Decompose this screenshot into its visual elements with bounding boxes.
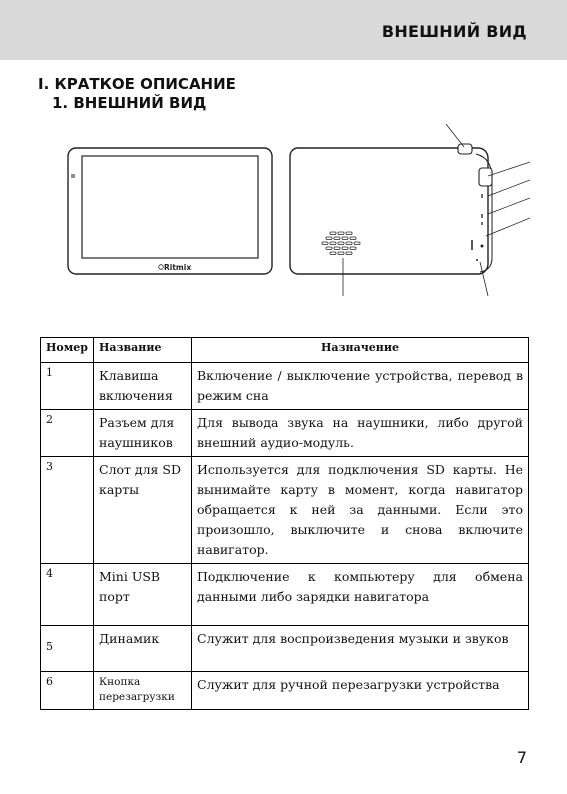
table-row <box>41 363 529 410</box>
row-name: Динамик <box>94 626 192 672</box>
device-front-view <box>68 148 272 274</box>
spec-table <box>40 337 529 710</box>
row-purpose: Служит для ручной перезагрузки устройства <box>192 672 529 710</box>
table-row <box>41 672 529 710</box>
table-row <box>41 564 529 626</box>
row-name: Разъем для наушников <box>94 410 192 457</box>
header-purpose: Назначение <box>192 338 529 363</box>
brand-logo <box>159 263 192 272</box>
row-number: 4 <box>41 564 94 626</box>
row-number: 2 <box>41 410 94 457</box>
row-number: 1 <box>41 363 94 410</box>
row-purpose: Используется для подключения SD карты. Не вынимайте карту в момент, когда навигатор обращается к ней за данными. Если это произошло, выключите и снова включите навигатор. <box>192 457 529 564</box>
row-purpose: Для вывода звука на наушники, либо другой внешний аудио-модуль. <box>192 410 529 457</box>
row-number: 3 <box>41 457 94 564</box>
header-number: Номер <box>41 338 94 363</box>
table-row <box>41 457 529 564</box>
table-row <box>41 626 529 672</box>
power-button-shape <box>458 144 472 154</box>
row-name: Клавиша включения <box>94 363 192 410</box>
row-purpose: Включение / выключение устройства, перевод в режим сна <box>192 363 529 410</box>
table-header-row <box>41 338 529 363</box>
row-purpose: Служит для воспроизведения музыки и звуков <box>192 626 529 672</box>
table-row <box>41 410 529 457</box>
row-purpose: Подключение к компьютеру для обмена данными либо зарядки навигатора <box>192 564 529 626</box>
svg-text:Ritmix: Ritmix <box>164 263 192 272</box>
header-name: Название <box>94 338 192 363</box>
row-name: Кнопка перезагрузки <box>94 672 192 710</box>
row-number: 6 <box>41 672 94 710</box>
row-number: 5 <box>41 626 94 672</box>
device-illustration <box>60 118 530 308</box>
row-name: Слот для SD карты <box>94 457 192 564</box>
header-band <box>0 0 567 60</box>
page-number: 7 <box>516 748 527 767</box>
row-name: Mini USB порт <box>94 564 192 626</box>
section-title: I. КРАТКОЕ ОПИСАНИЕ <box>38 75 236 93</box>
subsection-title: 1. ВНЕШНИЙ ВИД <box>52 94 207 112</box>
device-back-view <box>290 144 492 274</box>
header-title: ВНЕШНИЙ ВИД <box>381 22 527 41</box>
